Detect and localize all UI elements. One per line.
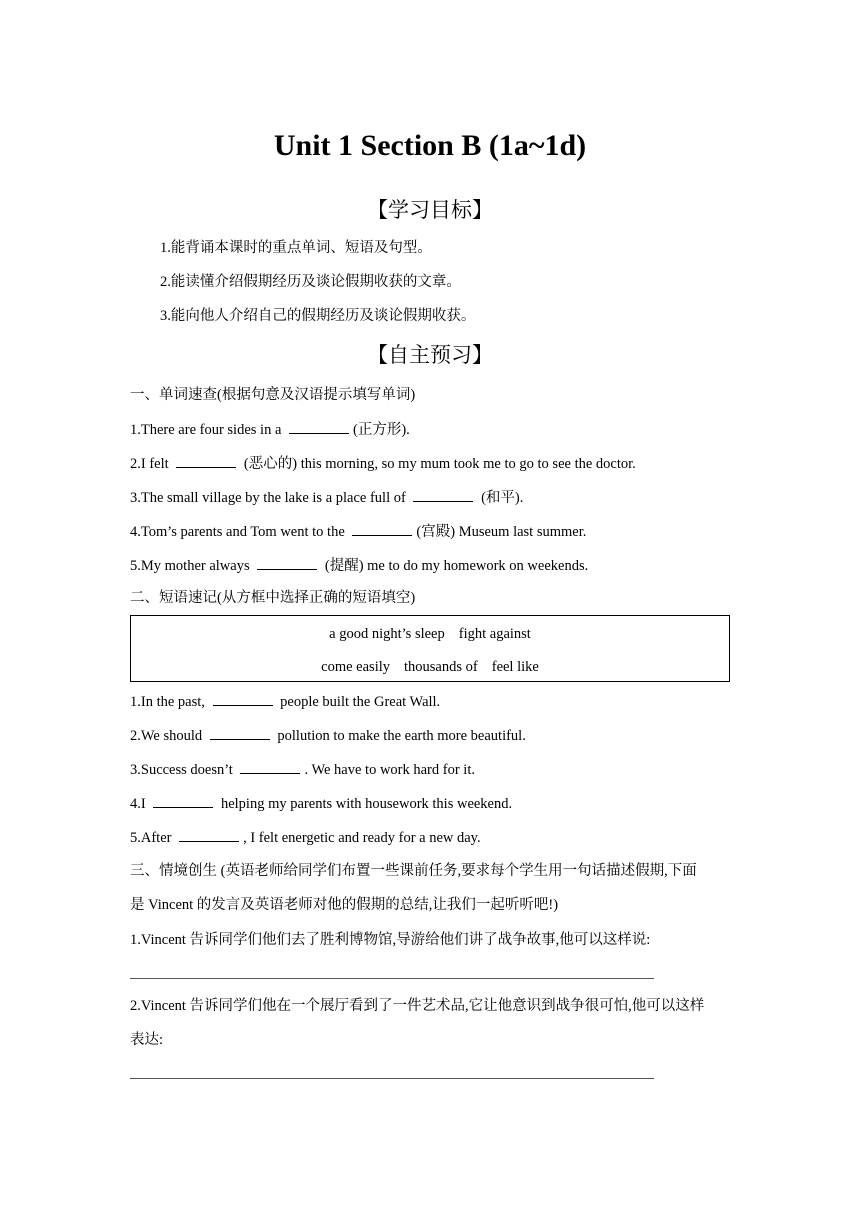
part2-title: 二、短语速记(从方框中选择正确的短语填空)	[130, 590, 416, 606]
answer-blank[interactable]	[176, 453, 236, 468]
phrase-question-4: 4.I helping my parents with housework this weekend.	[130, 793, 512, 814]
phrase-row-2	[131, 657, 729, 677]
answer-blank[interactable]	[210, 725, 270, 740]
part3-title-line2: 是 Vincent 的发言及英语老师对他的假期的总结,让我们一起听听吧!)	[130, 897, 559, 913]
answer-blank[interactable]	[179, 827, 239, 842]
word-question-5: 5.My mother always (提醒) me to do my homework on weekends.	[130, 555, 588, 576]
answer-blank[interactable]	[352, 521, 412, 536]
phrase: thousands of	[404, 659, 478, 675]
preview-heading: 【自主预习】	[367, 343, 493, 367]
word-question-2: 2.I felt (恶心的) this morning, so my mum took me to go to see the doctor.	[130, 453, 636, 474]
word-question-1: 1.There are four sides in a (正方形).	[130, 419, 410, 440]
word-question-4: 4.Tom’s parents and Tom went to the (宫殿) Museum last summer.	[130, 521, 586, 542]
phrase: come easily	[321, 659, 391, 675]
answer-blank[interactable]	[153, 793, 213, 808]
answer-line-1[interactable]	[130, 978, 654, 979]
scenario-question-2-line2: 表达:	[130, 1032, 164, 1048]
phrase: fight against	[458, 626, 531, 642]
phrase: a good night’s sleep	[329, 626, 445, 642]
phrase: feel like	[491, 659, 539, 675]
phrase-question-1: 1.In the past, people built the Great Wall.	[130, 691, 440, 712]
phrase-question-3: 3.Success doesn’t . We have to work hard for it.	[130, 759, 475, 780]
goal-item: 3.能向他人介绍自己的假期经历及谈论假期收获。	[160, 308, 476, 324]
answer-blank[interactable]	[240, 759, 300, 774]
answer-line-2[interactable]	[130, 1078, 654, 1079]
scenario-question-1: 1.Vincent 告诉同学们他们去了胜利博物馆,导游给他们讲了战争故事,他可以这样说:	[130, 932, 651, 948]
phrase-box	[130, 615, 730, 682]
phrase-question-2: 2.We should pollution to make the earth more beautiful.	[130, 725, 526, 746]
answer-blank[interactable]	[413, 487, 473, 502]
answer-blank[interactable]	[289, 419, 349, 434]
phrase-row-1	[131, 624, 729, 644]
part3-title-line1: 三、情境创生 (英语老师给同学们布置一些课前任务,要求每个学生用一句话描述假期,下面	[130, 863, 697, 879]
goal-item: 1.能背诵本课时的重点单词、短语及句型。	[160, 240, 432, 256]
answer-blank[interactable]	[213, 691, 273, 706]
page-title: Unit 1 Section B (1a~1d)	[273, 129, 587, 162]
answer-blank[interactable]	[257, 555, 317, 570]
goals-heading: 【学习目标】	[367, 198, 493, 222]
goal-item: 2.能读懂介绍假期经历及谈论假期收获的文章。	[160, 274, 461, 290]
word-question-3: 3.The small village by the lake is a place full of (和平).	[130, 487, 523, 508]
scenario-question-2-line1: 2.Vincent 告诉同学们他在一个展厅看到了一件艺术品,它让他意识到战争很可怕,他可以这样	[130, 998, 705, 1014]
part1-title: 一、单词速查(根据句意及汉语提示填写单词)	[130, 387, 416, 403]
phrase-question-5: 5.After , I felt energetic and ready for a new day.	[130, 827, 481, 848]
